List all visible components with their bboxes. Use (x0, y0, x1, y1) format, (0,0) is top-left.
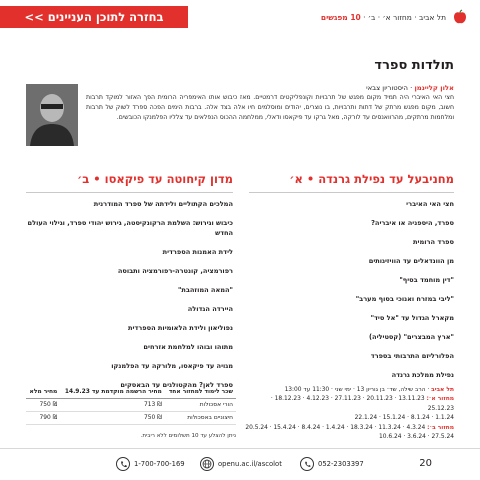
lesson-item: מן הוונדאלים עד הוויזיגותים (368, 257, 454, 265)
schedule-city: תל אביב (431, 387, 454, 393)
phone-number: 1-700-700-169 (134, 460, 185, 468)
price-header-full: מחיר מלא (26, 386, 60, 399)
lesson-item: ספרד, היספניה או איבריה? (371, 219, 454, 227)
schedule-details: · הרב שילה, שד׳ בן גוריון 13 · ימי שני · 11:30 עד 13:00 (284, 387, 432, 393)
payment-note: ניתן להצלע עד 10 תשלומים ללא ריבית. (140, 433, 236, 439)
price-full: 750 ₪ (26, 399, 60, 412)
lesson-item: "המאה המוזהבת" (177, 286, 233, 294)
cycle-b-dates-line2: 27.5.24 · 3.6.24 · 10.6.24 (379, 434, 454, 441)
lesson-item: לידת האמנות הספרדית (162, 248, 233, 256)
website-url: openu.ac.il/ascolot (218, 460, 282, 468)
globe-icon (200, 457, 214, 471)
apple-icon (452, 9, 468, 25)
header-breadcrumb (321, 13, 446, 22)
cycle-a-dates-line2: 1.1.24 · 8.1.24 · 15.1.24 · 22.1.24 (354, 415, 454, 422)
phone-icon (116, 457, 130, 471)
price-early: 750 ₪ (60, 412, 164, 425)
course-b-title: מדון קיחוטה עד פיקאסו • ב׳ (26, 172, 233, 193)
price-table (26, 386, 236, 425)
lesson-item: כיבוש וגירוש: השלמת הרקונקיסטה, גירוש יהודי ספרד, וגילוי העולם החדש (27, 219, 233, 237)
page-title: תולדות ספרד (374, 58, 454, 73)
lesson-item: "דין מוחמד בסיף" (399, 276, 454, 284)
page-number: 20 (419, 458, 432, 469)
whatsapp-icon (300, 457, 314, 471)
price-full: 790 ₪ (26, 412, 60, 425)
table-row (26, 399, 236, 412)
lesson-item: חצי האי האיברי (406, 200, 454, 208)
phone-contact[interactable] (116, 457, 185, 471)
table-row (26, 412, 236, 425)
course-column-b (26, 172, 233, 399)
lesson-item: המלכים הקתוליים ולידתה של ספרד המודרנית (93, 200, 233, 208)
lesson-item: הפלורליזם התרבותי בספרד (370, 352, 454, 360)
lesson-item: רפורמציה, קונטרה-רפורמציה ותבוסה (117, 267, 233, 275)
back-to-toc-button[interactable]: בחזרה לתוכן העניינים >> (0, 6, 188, 28)
course-a-title: מחניבעל עד נפילת גרנדה • א׳ (249, 172, 454, 193)
lecturer-heading (86, 84, 454, 92)
website-link[interactable] (200, 457, 282, 471)
cycle-a-label: מחזור א׳: (426, 396, 454, 403)
cycle-a-dates-line1: 13.11.23 · 20.11.23 · 27.11.23 · 4.12.23 · 18.12.23 · 25.12.23 (270, 396, 454, 412)
schedule-location (244, 386, 454, 395)
cycle-b-dates-line1: 4.3.24 · 11.3.24 · 18.3.24 · 1.4.24 · 8.4.24 · 15.4.24 · 20.5.24 (245, 424, 428, 431)
top-bar (0, 0, 480, 38)
price-early: 713 ₪ (60, 399, 164, 412)
lecturer-text (86, 84, 454, 123)
lesson-item: "ארץ המבצרים" (קסטיליה) (369, 333, 454, 341)
lecturer-bio: חצי האי האיברי היה תמיד מקום מפגש של תרבויות וקונפליקטים דרמטיים. מאז כיבוש אותו האימפריה הרומית הפך האזור למוקד תרבות חשוב, מקום מפגש מרתק של דתות ותרבויות, בו נוצרים, יהודים ומוסלמים חיו אלה בצד אלה. ברבות הימים הפכה ספרד לשוק של תרבות ומלחמות מרתקים, מהרוואנסים עד לורקה, מאל גרקו עד פיקאסו ודאלי, ממלחמה ההכוס הנפלאים עד צלליו הפלמנקו הכובשים. (86, 94, 454, 121)
course-b-lessons (26, 199, 233, 390)
header-series: 10 מפגשים (320, 13, 361, 22)
lecturer-role: · היסטוריון צבאי (366, 84, 415, 92)
schedule-block (244, 386, 454, 442)
cycle-b-dates (244, 424, 454, 433)
lecturer-name: אלון קליינמן (414, 84, 454, 92)
lesson-item: מגויה עד פיקאסו, מלורקה עד הפלמנקו (111, 362, 233, 370)
whatsapp-contact[interactable] (300, 457, 364, 471)
price-header-early: מחיר הרשמה מוקדמת עד 14.9.23 (60, 386, 164, 399)
course-column-a (249, 172, 454, 389)
footer (0, 448, 480, 480)
whatsapp-number: 052-2303397 (318, 460, 364, 468)
lesson-item: ספרד לאן? מהקטולגים עד הבאסקים (120, 381, 233, 389)
cycle-b-label: מחזור ב׳: (427, 424, 454, 431)
lesson-item: היירדה הגדולה (187, 305, 233, 313)
lesson-item: נפילת ממלכת גרנדה (391, 371, 454, 379)
header-location: תל אביב · מחזור א׳ · ב׳ · (360, 13, 446, 22)
price-category: הורי אסכולות (165, 399, 236, 412)
course-a-lessons (249, 199, 454, 380)
price-header-tuition: שכר לימוד למחזור אחד (165, 386, 236, 399)
lesson-item: "ליבי במזרח ואנוכי בסוף מערב" (355, 295, 454, 303)
lesson-item: מתוהו ובוהו למלחמת אזרחים (143, 343, 233, 351)
lesson-item: ספרד הרומית (413, 238, 454, 246)
lecturer-section (26, 84, 454, 156)
lecturer-photo (26, 84, 78, 146)
cycle-a-dates (244, 395, 454, 414)
price-table-header (26, 386, 236, 399)
price-category: חיצוניים באסכולות (165, 412, 236, 425)
lesson-item: נפוליאון ולידת הלאומיות הספרדית (127, 324, 233, 332)
lesson-item: מקארל הגדול עד "אל סיד" (370, 314, 454, 322)
